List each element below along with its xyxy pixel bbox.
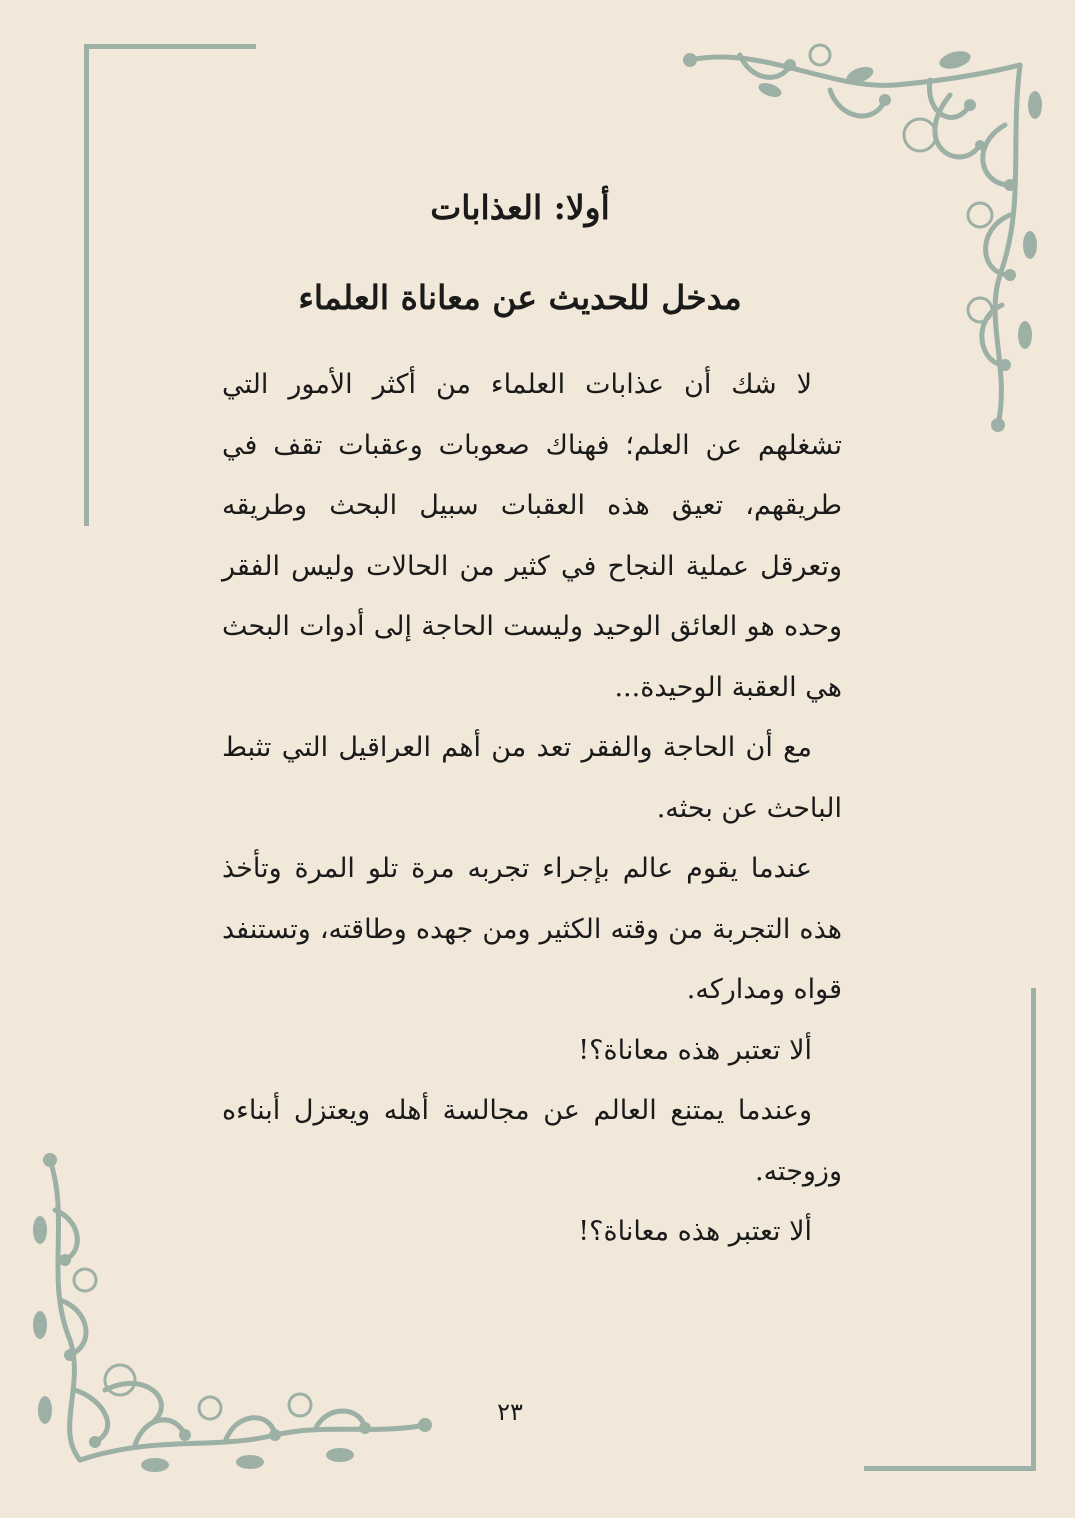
paragraph: عندما يقوم عالم بإجراء تجربه مرة تلو المرة وتأخذ هذه التجربة من وقته الكثير ومن جهده وطاقته، وتستنفد قواه ومداركه. [222, 853, 842, 1005]
paragraph: وعندما يمتنع العالم عن مجالسة أهله ويعتزل أبناءه وزوجته. [222, 1095, 842, 1187]
paragraph: ألا تعتبر هذه معاناة؟! [578, 1034, 812, 1066]
body-text [222, 355, 842, 1263]
page-heading: أولا: العذابات [430, 188, 610, 227]
page-subheading: مدخل للحديث عن معاناة العلماء [298, 278, 742, 317]
frame-bottom-right-horizontal [864, 1466, 1036, 1471]
page-number: ٢٣ [497, 1398, 523, 1426]
paragraph: مع أن الحاجة والفقر تعد من أهم العراقيل التي تثبط الباحث عن بحثه. [222, 732, 842, 824]
frame-top-left-vertical [84, 44, 89, 526]
frame-bottom-right-vertical [1031, 988, 1036, 1470]
paragraph: لا شك أن عذابات العلماء من أكثر الأمور التي تشغلهم عن العلم؛ فهناك صعوبات وعقبات تقف في طريقهم، تعيق هذه العقبات سبيل البحث وطريقه وتعرقل عملية النجاح في كثير من الحالات وليس الفقر وحده هو العائق الوحيد وليست الحاجة إلى أدوات البحث هي العقبة الوحيدة... [222, 369, 842, 703]
frame-top-left-horizontal [84, 44, 256, 49]
paragraph: ألا تعتبر هذه معاناة؟! [578, 1216, 812, 1247]
